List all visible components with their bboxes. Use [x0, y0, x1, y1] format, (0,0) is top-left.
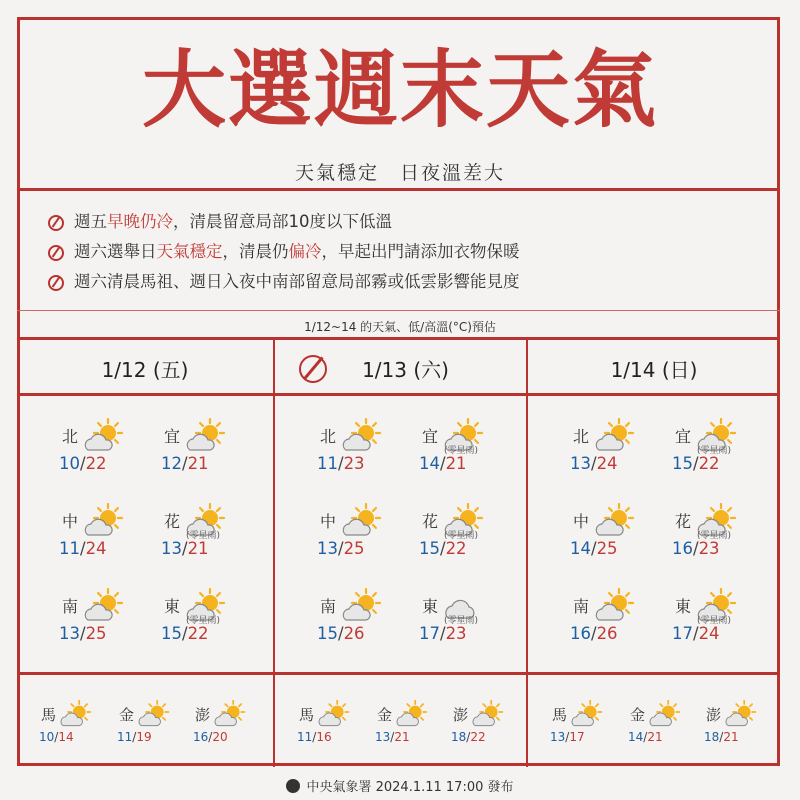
temperature-range — [672, 539, 720, 558]
note-highlight: 偏冷 — [288, 242, 322, 261]
temperature-range — [570, 539, 618, 558]
temp-separator: / — [80, 539, 86, 558]
temp-separator: / — [719, 730, 724, 744]
region-name: 北 — [573, 427, 590, 446]
note-text: 週六選舉日 — [74, 242, 157, 261]
low-temp: 13 — [570, 454, 591, 473]
temperature-range — [672, 454, 720, 473]
temp-separator: / — [182, 539, 188, 558]
low-temp: 14 — [628, 730, 644, 744]
partly-cloudy-sun-icon — [316, 700, 352, 732]
temp-separator: / — [591, 539, 597, 558]
partly-cloudy-sun-icon — [136, 700, 172, 732]
temperature-range — [419, 454, 467, 473]
high-temp: 23 — [445, 624, 467, 643]
region-name: 北 — [320, 427, 337, 446]
partly-cloudy-sun-icon — [340, 503, 384, 543]
region-forecast — [161, 588, 254, 648]
temperature-range — [161, 539, 209, 558]
low-temp: 16 — [570, 624, 591, 643]
high-temp: 22 — [470, 730, 486, 744]
temp-separator: / — [208, 730, 213, 744]
divider-header — [17, 393, 780, 396]
region-forecast — [317, 503, 410, 563]
partly-cloudy-sun-icon — [82, 503, 126, 543]
region-forecast — [59, 503, 152, 563]
high-temp: 22 — [85, 454, 107, 473]
low-temp: 10 — [59, 454, 80, 473]
low-temp: 12 — [161, 454, 182, 473]
low-temp: 14 — [570, 539, 591, 558]
high-temp: 24 — [85, 539, 107, 558]
temp-separator: / — [440, 624, 446, 643]
region-name: 北 — [62, 427, 79, 446]
partly-cloudy-sun-icon — [394, 700, 430, 732]
region-forecast — [419, 588, 512, 648]
note-text: 週五 — [74, 212, 107, 231]
region-forecast — [570, 588, 663, 648]
temp-separator: / — [80, 454, 86, 473]
temperature-range — [628, 730, 663, 744]
partly-cloudy-sun-icon — [340, 588, 384, 628]
partly-cloudy-sun-icon — [593, 418, 637, 458]
temp-separator: / — [693, 539, 699, 558]
vote-stamp-icon — [48, 245, 64, 261]
region-forecast — [161, 503, 254, 563]
island-forecast — [119, 700, 199, 750]
low-temp: 11 — [317, 454, 338, 473]
cwa-logo-icon — [286, 779, 300, 793]
region-forecast — [59, 588, 152, 648]
low-temp: 11 — [297, 730, 313, 744]
partly-cloudy-sun-icon — [593, 503, 637, 543]
drizzle-note: (零星雨) — [444, 446, 479, 456]
region-name: 宜 — [164, 427, 181, 446]
high-temp: 26 — [596, 624, 618, 643]
island-forecast — [299, 700, 379, 750]
high-temp: 20 — [212, 730, 228, 744]
note-text: ，清晨仍 — [222, 242, 289, 261]
low-temp: 17 — [672, 624, 693, 643]
island-forecast — [552, 700, 632, 750]
temp-separator: / — [643, 730, 648, 744]
high-temp: 21 — [445, 454, 467, 473]
temp-separator: / — [466, 730, 471, 744]
high-temp: 22 — [698, 454, 720, 473]
island-name: 金 — [630, 706, 646, 724]
temp-separator: / — [338, 624, 344, 643]
island-name: 金 — [119, 706, 135, 724]
region-forecast — [672, 588, 765, 648]
temp-separator: / — [693, 454, 699, 473]
high-temp: 24 — [596, 454, 618, 473]
temp-separator: / — [182, 454, 188, 473]
region-name: 南 — [320, 597, 337, 616]
region-forecast — [419, 418, 512, 478]
high-temp: 24 — [698, 624, 720, 643]
high-temp: 26 — [343, 624, 365, 643]
high-temp: 25 — [596, 539, 618, 558]
island-forecast — [453, 700, 533, 750]
partly-cloudy-sun-icon — [647, 700, 683, 732]
region-name: 南 — [573, 597, 590, 616]
temp-separator: / — [312, 730, 317, 744]
region-name: 宜 — [675, 427, 692, 446]
high-temp: 25 — [85, 624, 107, 643]
high-temp: 25 — [343, 539, 365, 558]
note-text: ，清晨留意局部10度以下低溫 — [173, 212, 392, 231]
temperature-range — [117, 730, 152, 744]
temperature-range — [451, 730, 486, 744]
island-name: 馬 — [299, 706, 315, 724]
partly-cloudy-sun-icon — [82, 588, 126, 628]
temperature-range — [317, 454, 365, 473]
temperature-range — [570, 454, 618, 473]
vote-stamp-icon — [48, 275, 64, 291]
low-temp: 14 — [419, 454, 440, 473]
high-temp: 21 — [394, 730, 410, 744]
temperature-range — [704, 730, 739, 744]
high-temp: 21 — [647, 730, 663, 744]
region-forecast — [59, 418, 152, 478]
footer — [0, 776, 800, 795]
day-header: 1/14 (日) — [610, 358, 698, 382]
low-temp: 15 — [161, 624, 182, 643]
note-item — [48, 208, 392, 236]
temp-separator: / — [390, 730, 395, 744]
high-temp: 16 — [316, 730, 332, 744]
temp-separator: / — [132, 730, 137, 744]
temp-separator: / — [182, 624, 188, 643]
temperature-range — [570, 624, 618, 643]
low-temp: 11 — [59, 539, 80, 558]
temperature-range — [375, 730, 410, 744]
partly-cloudy-sun-icon — [340, 418, 384, 458]
partly-cloudy-sun-icon — [569, 700, 605, 732]
region-name: 東 — [675, 597, 692, 616]
temp-separator: / — [338, 539, 344, 558]
temperature-range — [59, 539, 107, 558]
low-temp: 15 — [672, 454, 693, 473]
temperature-range — [59, 454, 107, 473]
drizzle-note: (零星雨) — [444, 616, 479, 626]
temperature-range — [59, 624, 107, 643]
temperature-range — [193, 730, 228, 744]
partly-cloudy-sun-icon — [82, 418, 126, 458]
island-forecast — [706, 700, 786, 750]
island-name: 澎 — [195, 706, 211, 724]
region-name: 花 — [164, 512, 181, 531]
island-forecast — [41, 700, 121, 750]
region-forecast — [317, 418, 410, 478]
high-temp: 22 — [187, 624, 209, 643]
temperature-range — [672, 624, 720, 643]
region-name: 南 — [62, 597, 79, 616]
note-highlight: 天氣穩定 — [156, 242, 223, 261]
drizzle-note: (零星雨) — [186, 531, 221, 541]
temp-separator: / — [565, 730, 570, 744]
island-name: 澎 — [706, 706, 722, 724]
page-subtitle: 天氣穩定 日夜溫差大 — [294, 162, 505, 184]
region-forecast — [570, 418, 663, 478]
high-temp: 17 — [569, 730, 585, 744]
divider-islands — [17, 672, 780, 675]
region-forecast — [672, 418, 765, 478]
high-temp: 22 — [445, 539, 467, 558]
note-text: ，早起出門請添加衣物保暖 — [321, 242, 520, 261]
low-temp: 13 — [161, 539, 182, 558]
region-name: 中 — [573, 512, 590, 531]
region-name: 中 — [320, 512, 337, 531]
low-temp: 18 — [451, 730, 467, 744]
divider-top — [17, 188, 780, 191]
divider-caption — [17, 310, 780, 311]
drizzle-note: (零星雨) — [444, 531, 479, 541]
temp-separator: / — [693, 624, 699, 643]
island-name: 金 — [377, 706, 393, 724]
temp-separator: / — [440, 454, 446, 473]
footer-text: 中央氣象署 2024.1.11 17:00 發布 — [306, 780, 514, 795]
high-temp: 21 — [723, 730, 739, 744]
temperature-range — [317, 624, 365, 643]
island-forecast — [377, 700, 457, 750]
temp-separator: / — [440, 539, 446, 558]
temperature-range — [297, 730, 332, 744]
low-temp: 11 — [117, 730, 133, 744]
partly-cloudy-sun-icon — [58, 700, 94, 732]
low-temp: 16 — [193, 730, 209, 744]
day-header: 1/12 (五) — [101, 358, 189, 382]
island-forecast — [195, 700, 275, 750]
partly-cloudy-sun-icon — [470, 700, 506, 732]
temp-separator: / — [80, 624, 86, 643]
temperature-range — [39, 730, 74, 744]
low-temp: 17 — [419, 624, 440, 643]
divider-grid-top — [17, 337, 780, 340]
temperature-range — [419, 539, 467, 558]
partly-cloudy-sun-icon — [184, 418, 228, 458]
partly-cloudy-sun-icon — [212, 700, 248, 732]
low-temp: 13 — [59, 624, 80, 643]
drizzle-note: (零星雨) — [697, 446, 732, 456]
low-temp: 10 — [39, 730, 55, 744]
vote-stamp-icon — [48, 215, 64, 231]
drizzle-note: (零星雨) — [697, 531, 732, 541]
temp-separator: / — [591, 624, 597, 643]
drizzle-note: (零星雨) — [186, 616, 221, 626]
low-temp: 18 — [704, 730, 720, 744]
island-name: 馬 — [41, 706, 57, 724]
region-name: 宜 — [422, 427, 439, 446]
island-name: 馬 — [552, 706, 568, 724]
region-forecast — [419, 503, 512, 563]
forecast-caption: 1/12~14 的天氣、低/高溫(°C)預估 — [304, 320, 496, 334]
drizzle-note: (零星雨) — [697, 616, 732, 626]
note-item — [48, 238, 520, 266]
region-name: 中 — [62, 512, 79, 531]
temperature-range — [161, 454, 209, 473]
day-header: 1/13 (六) — [362, 358, 449, 382]
temperature-range — [317, 539, 365, 558]
region-forecast — [672, 503, 765, 563]
region-name: 花 — [675, 512, 692, 531]
temp-separator: / — [338, 454, 344, 473]
region-forecast — [161, 418, 254, 478]
low-temp: 15 — [419, 539, 440, 558]
note-text: 週六清晨馬祖、週日入夜中南部留意局部霧或低雲影響能見度 — [74, 272, 520, 291]
temp-separator: / — [591, 454, 597, 473]
low-temp: 13 — [375, 730, 391, 744]
region-forecast — [317, 588, 410, 648]
low-temp: 13 — [550, 730, 566, 744]
note-highlight: 早晚仍冷 — [107, 212, 173, 231]
low-temp: 16 — [672, 539, 693, 558]
low-temp: 13 — [317, 539, 338, 558]
high-temp: 21 — [187, 454, 209, 473]
high-temp: 23 — [343, 454, 365, 473]
partly-cloudy-sun-icon — [723, 700, 759, 732]
note-item — [48, 268, 520, 296]
temperature-range — [161, 624, 209, 643]
temperature-range — [550, 730, 585, 744]
region-name: 花 — [422, 512, 439, 531]
high-temp: 14 — [58, 730, 74, 744]
low-temp: 15 — [317, 624, 338, 643]
region-name: 東 — [422, 597, 439, 616]
temperature-range — [419, 624, 467, 643]
partly-cloudy-sun-icon — [593, 588, 637, 628]
page-title: 大選週末天氣 — [141, 40, 658, 139]
island-forecast — [630, 700, 710, 750]
high-temp: 21 — [187, 539, 209, 558]
region-forecast — [570, 503, 663, 563]
temp-separator: / — [54, 730, 59, 744]
region-name: 東 — [164, 597, 181, 616]
island-name: 澎 — [453, 706, 469, 724]
high-temp: 19 — [136, 730, 152, 744]
high-temp: 23 — [698, 539, 720, 558]
